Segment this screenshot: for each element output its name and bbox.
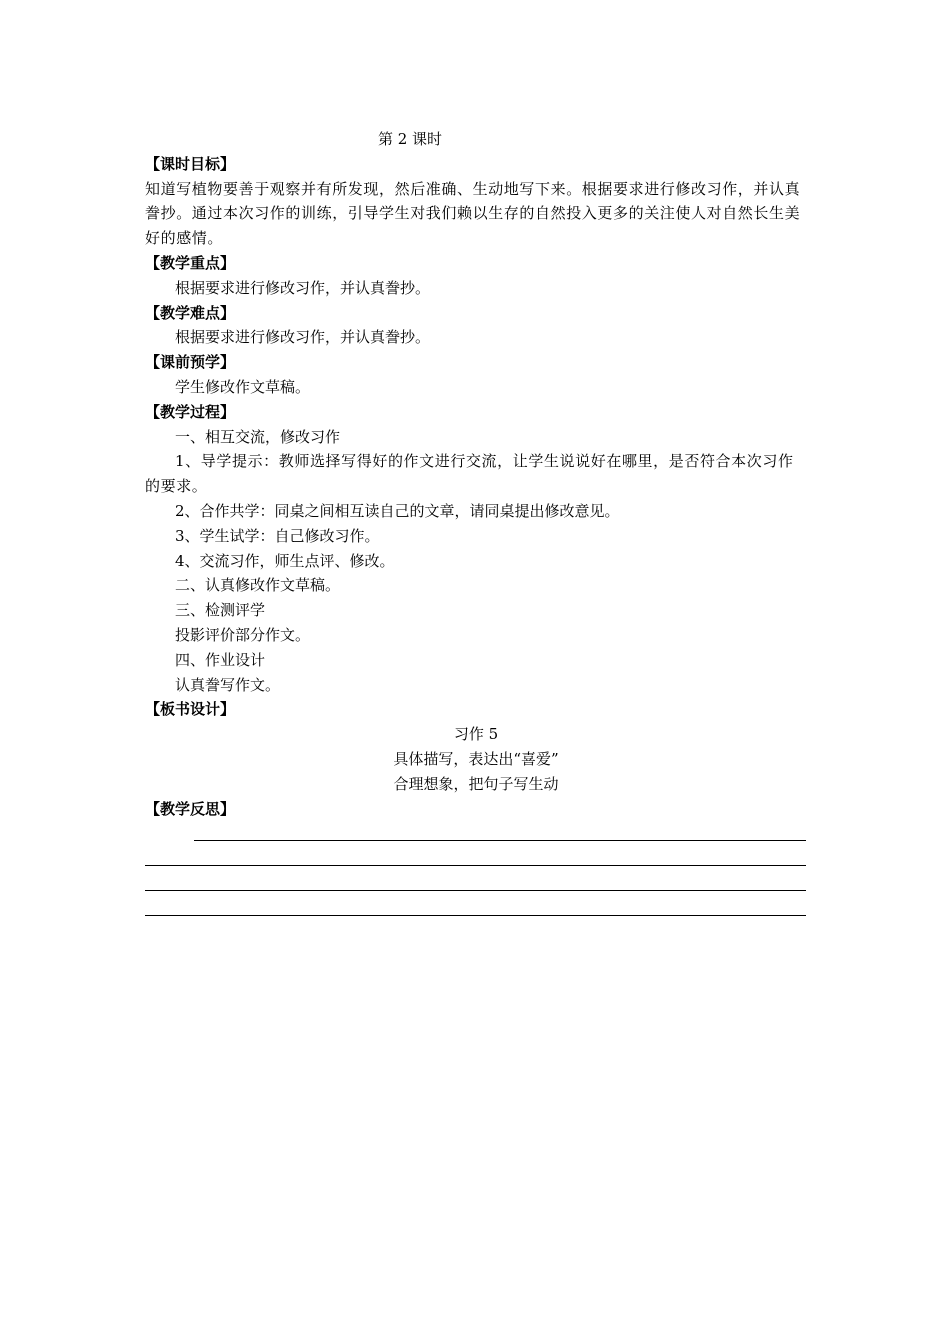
reflection-writing-line [145, 865, 806, 866]
process-step: 认真誊写作文。 [175, 675, 281, 694]
difficulties-heading: 【教学难点】 [145, 303, 236, 322]
board-line: 习作 5 [453, 725, 499, 744]
key-points-text: 根据要求进行修改习作，并认真誊抄。 [175, 278, 431, 297]
reflection-heading: 【教学反思】 [145, 799, 236, 818]
reflection-writing-line [194, 840, 806, 841]
reflection-writing-line [145, 890, 806, 891]
key-points-heading: 【教学重点】 [145, 253, 236, 272]
process-step: 一、相互交流，修改习作 [175, 427, 341, 446]
process-step: 1、导学提示：教师选择写得好的作文进行交流，让学生说说好在哪里，是否符合本次习作的要求。 [145, 452, 794, 496]
preview-text: 学生修改作文草稿。 [175, 377, 311, 396]
process-step: 四、作业设计 [175, 650, 266, 669]
board-line: 具体描写，表达出“喜爱” [393, 749, 559, 768]
goals-text: 知道写植物要善于观察并有所发现，然后准确、生动地写下来。根据要求进行修改习作，并认真誊抄。通过本次习作的训练，引导学生对我们赖以生存的自然投入更多的关注使人对自然长生美好的感情。 [145, 179, 801, 248]
process-step: 投影评价部分作文。 [175, 625, 311, 644]
preview-heading: 【课前预学】 [145, 353, 236, 372]
process-heading: 【教学过程】 [145, 402, 236, 421]
process-step: 2、合作共学：同桌之间相互读自己的文章，请同桌提出修改意见。 [175, 501, 620, 520]
board-line: 合理想象，把句子写生动 [393, 774, 559, 793]
process-step: 4、交流习作，师生点评、修改。 [175, 551, 395, 570]
process-step: 三、检测评学 [175, 601, 266, 620]
goals-heading: 【课时目标】 [145, 154, 236, 173]
process-step: 3、学生试学：自己修改习作。 [175, 526, 380, 545]
reflection-writing-line [145, 915, 806, 916]
process-step: 二、认真修改作文草稿。 [175, 576, 341, 595]
lesson-title: 第 2 课时 [377, 130, 443, 148]
lesson-plan [145, 127, 807, 821]
board-heading: 【板书设计】 [145, 700, 236, 719]
difficulties-text: 根据要求进行修改习作，并认真誊抄。 [175, 328, 431, 347]
